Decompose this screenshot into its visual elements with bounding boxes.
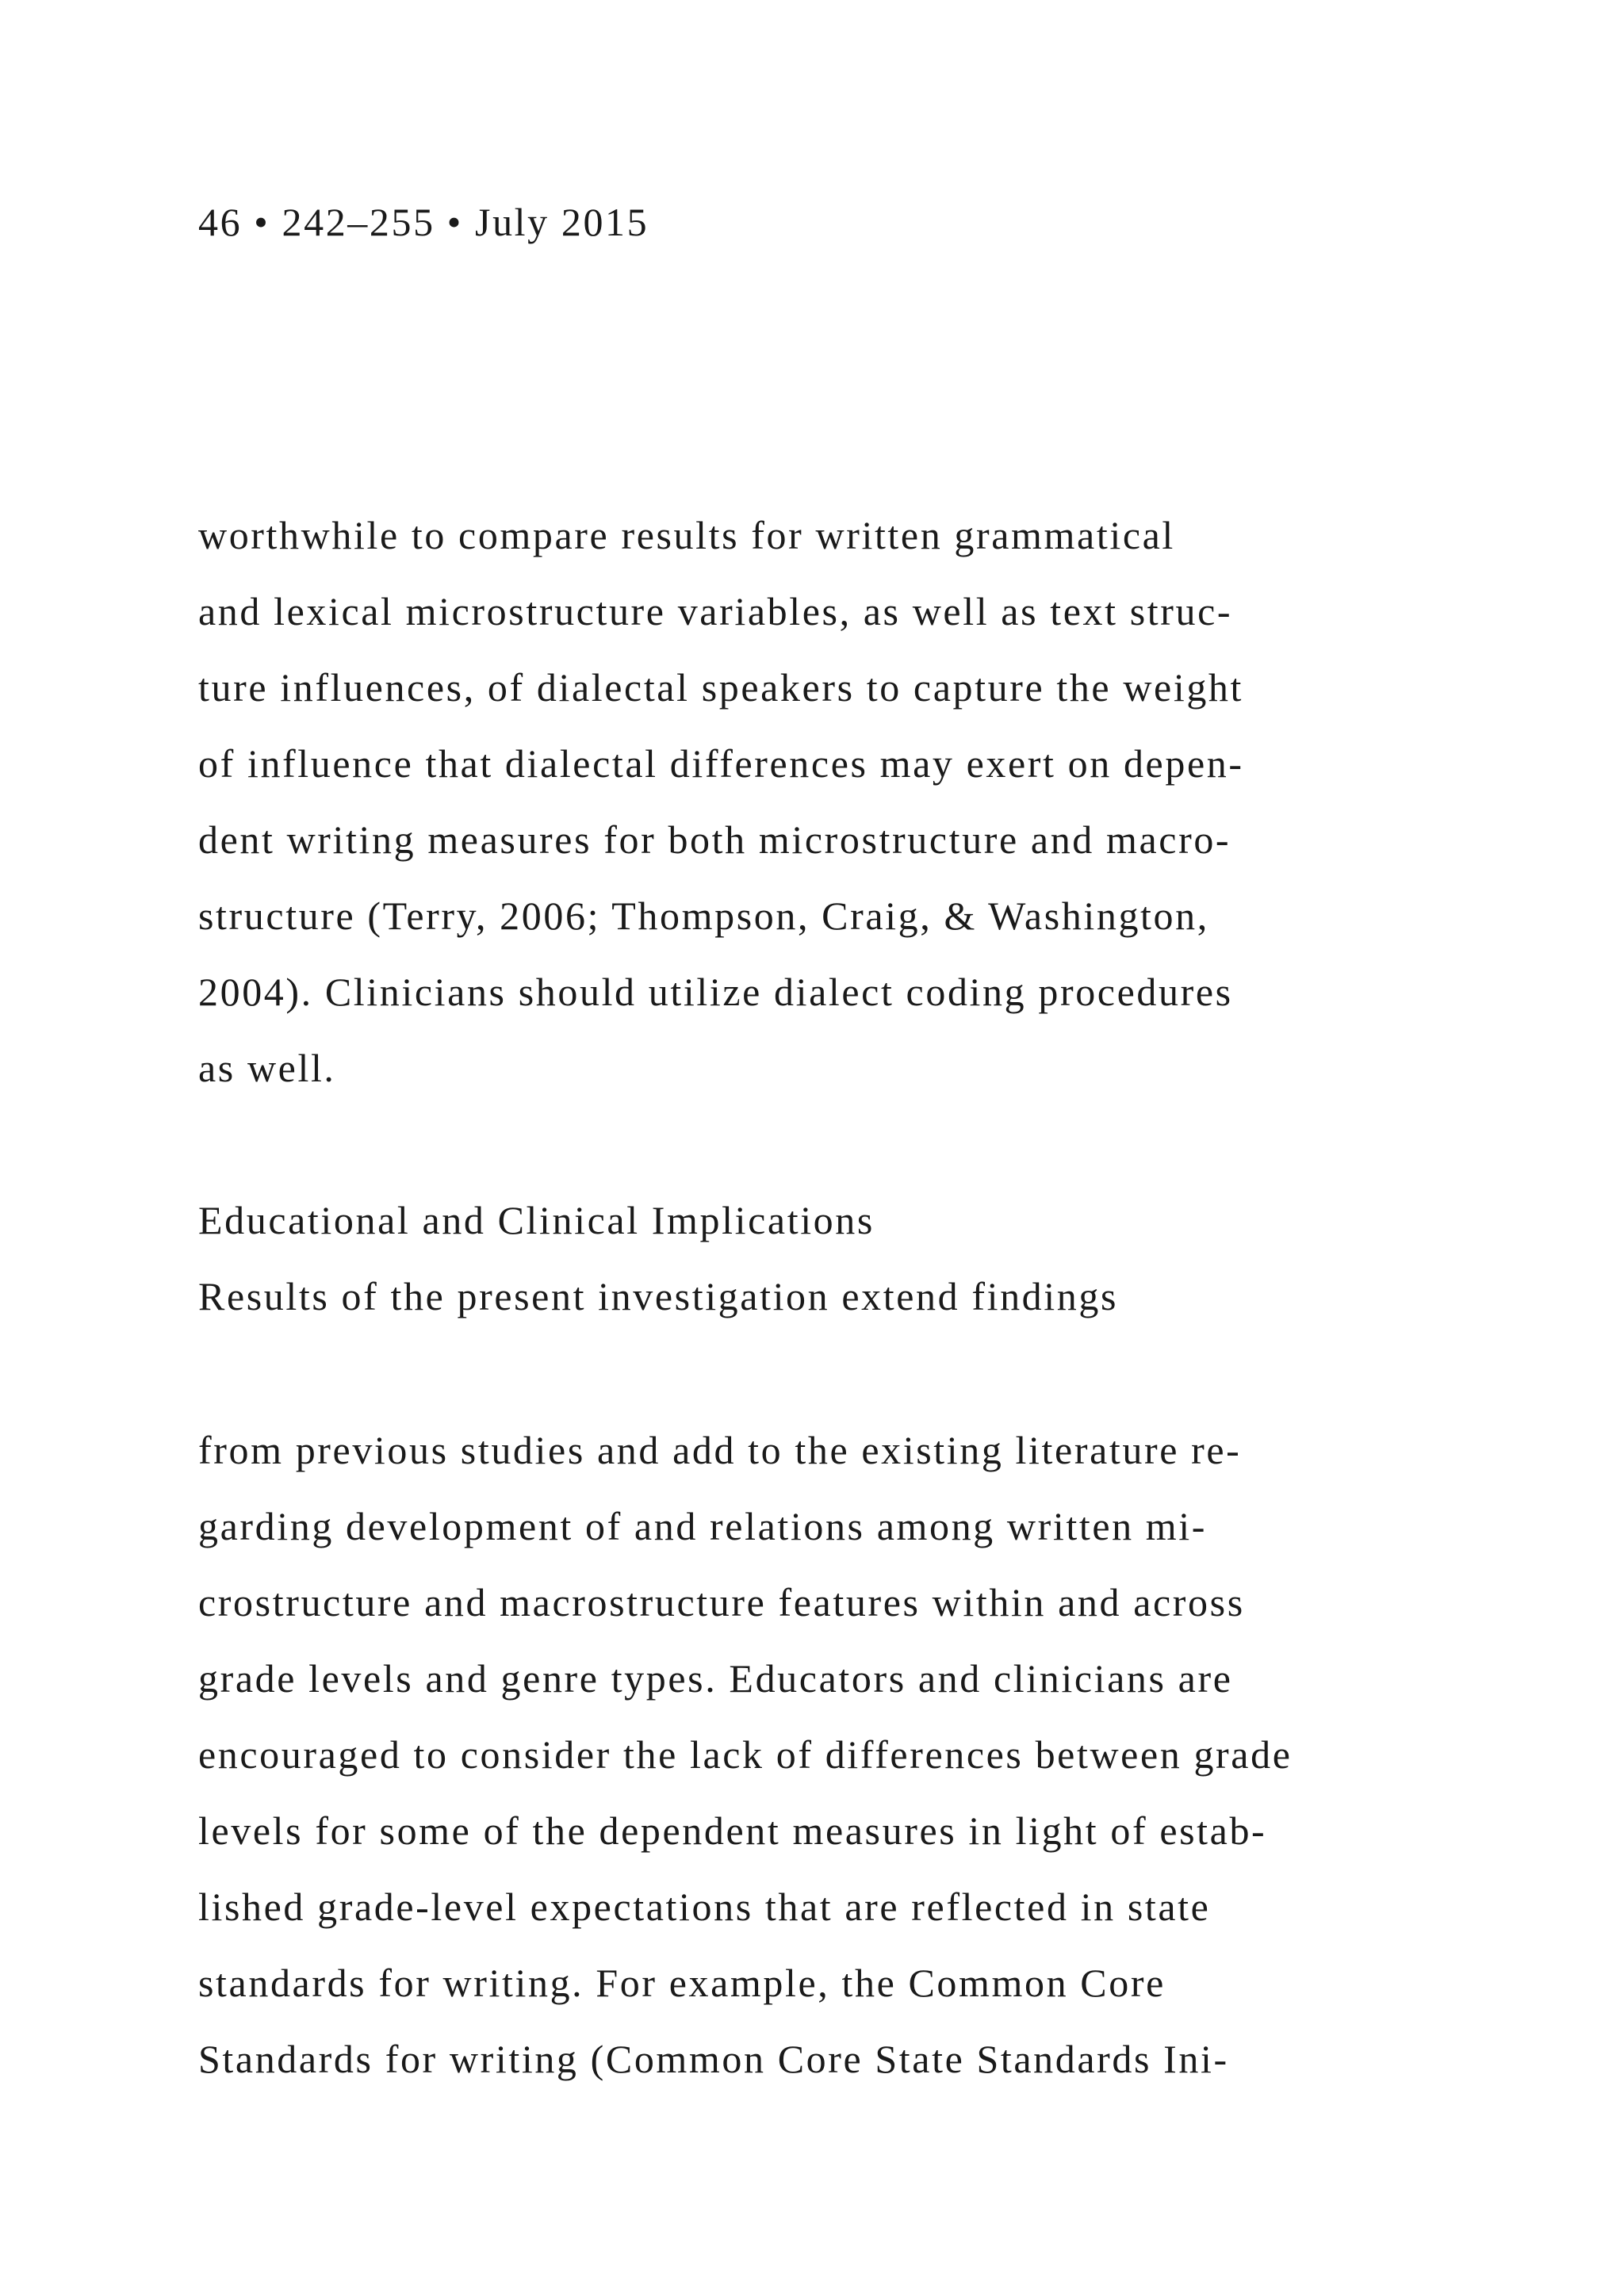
paragraph-line: from previous studies and add to the existing literature re- xyxy=(198,1428,1242,1472)
paragraph-line: worthwhile to compare results for written grammatical xyxy=(198,513,1175,557)
section-heading: Educational and Clinical Implications xyxy=(198,1198,875,1242)
journal-citation-header: 46 • 242–255 • July 2015 xyxy=(198,200,649,244)
paragraph-line: lished grade-level expectations that are reflected in state xyxy=(198,1885,1211,1929)
paragraph-line: encouraged to consider the lack of differences between grade xyxy=(198,1732,1293,1777)
paragraph-line: dent writing measures for both microstructure and macro- xyxy=(198,817,1231,862)
paragraph-line: grade levels and genre types. Educators and clinicians are xyxy=(198,1656,1233,1701)
paragraph-line: and lexical microstructure variables, as well as text struc- xyxy=(198,589,1233,633)
paragraph-line: standards for writing. For example, the Common Core xyxy=(198,1961,1166,2005)
paragraph-line: as well. xyxy=(198,1046,336,1090)
paragraph-line: ture influences, of dialectal speakers to capture the weight xyxy=(198,665,1244,710)
section-intro-line: Results of the present investigation extend findings xyxy=(198,1274,1119,1318)
paragraph-line: levels for some of the dependent measures in light of estab- xyxy=(198,1808,1267,1853)
paragraph-line: Standards for writing (Common Core State Standards Ini- xyxy=(198,2037,1229,2081)
paragraph-line: structure (Terry, 2006; Thompson, Craig, & Washington, xyxy=(198,894,1209,938)
paragraph-line: of influence that dialectal differences may exert on depen- xyxy=(198,741,1244,786)
paragraph-line: garding development of and relations among written mi- xyxy=(198,1504,1208,1548)
paragraph-line: 2004). Clinicians should utilize dialect coding procedures xyxy=(198,970,1233,1014)
paragraph-line: crostructure and macrostructure features within and across xyxy=(198,1580,1245,1624)
